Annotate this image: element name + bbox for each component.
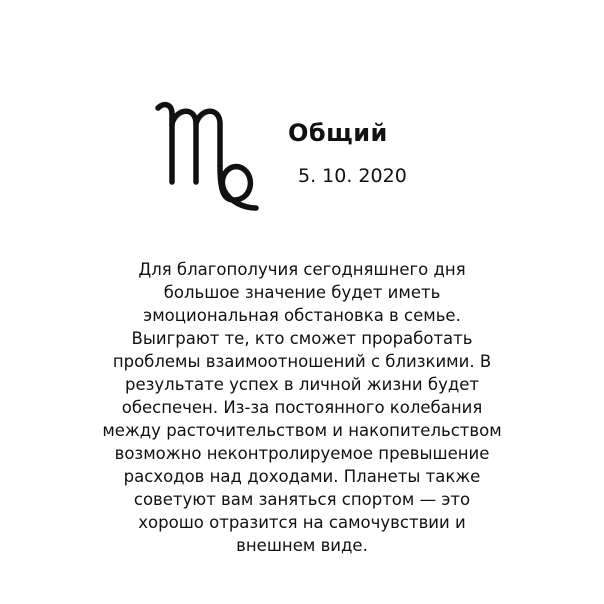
virgo-icon (152, 96, 264, 214)
forecast-date: 5. 10. 2020 (298, 165, 407, 187)
forecast-line: проблемы взаимоотношений с близкими. В (112, 352, 492, 371)
forecast-line: эмоциональная обстановка в семье. (143, 306, 461, 325)
forecast-line: Выиграют те, кто сможет проработать (131, 329, 473, 348)
forecast-line: хорошо отразится на самочувствии и (138, 513, 466, 532)
forecast-text (70, 258, 534, 557)
forecast-line: советуют вам заняться спортом — это (133, 490, 471, 509)
forecast-line: между расточительством и накопительством (102, 421, 502, 440)
forecast-line: большое значение будет иметь (163, 283, 441, 302)
forecast-line: обеспечен. Из-за постоянного колебания (121, 398, 483, 417)
forecast-line: Для благополучия сегодняшнего дня (138, 260, 466, 279)
forecast-title: Общий (288, 119, 388, 147)
forecast-line: расходов над доходами. Планеты также (123, 467, 481, 486)
forecast-line: внешнем виде. (236, 536, 368, 555)
forecast-line: результате успех в личной жизни будет (124, 375, 480, 394)
forecast-line: возможно неконтролируемое превышение (114, 444, 490, 463)
